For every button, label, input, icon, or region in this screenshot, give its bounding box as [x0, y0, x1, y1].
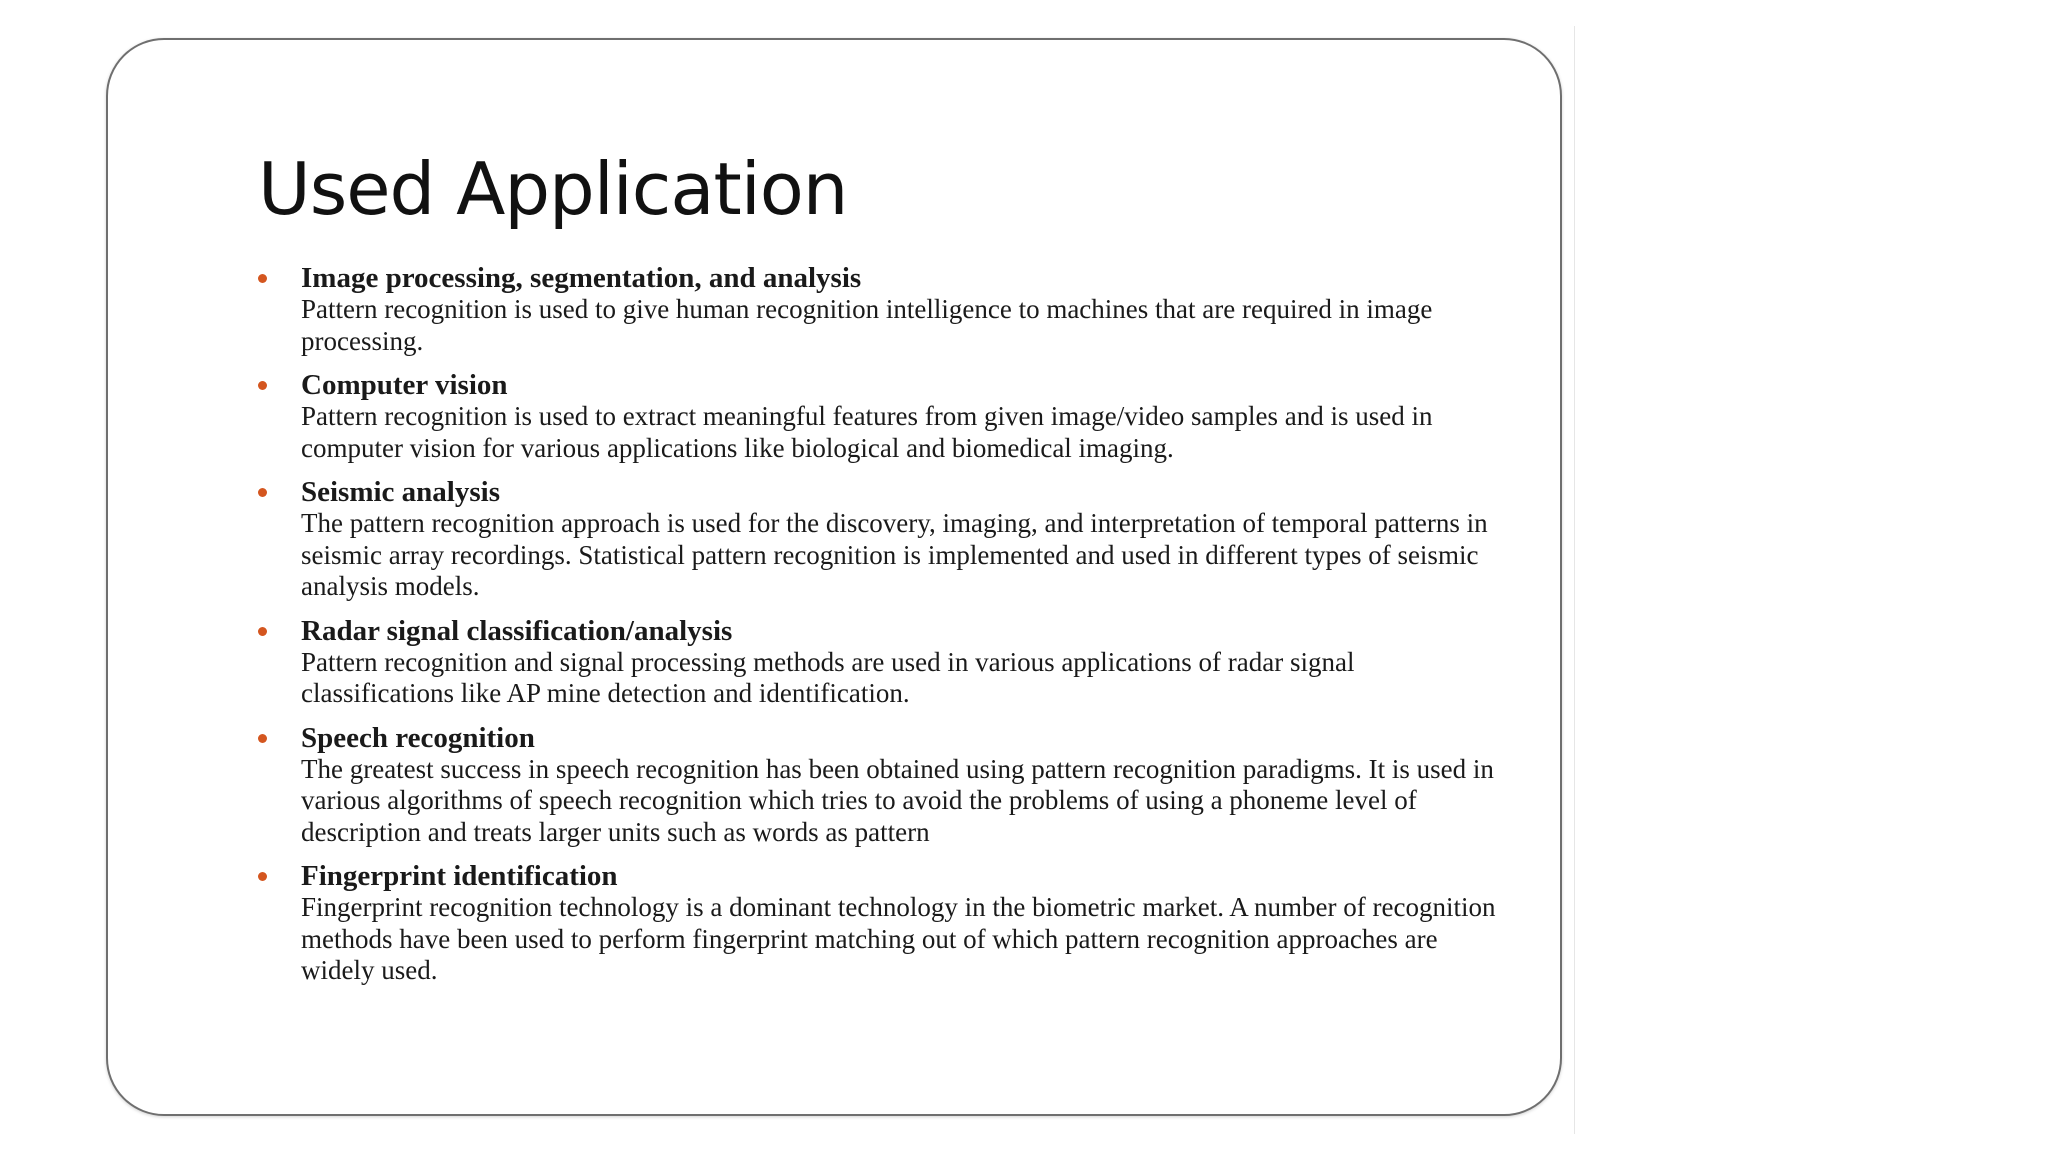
item-body: Pattern recognition is used to extract meaningful features from given image/video samples and is used in computer vision for various applications like biological and biomedical imaging. — [301, 401, 1433, 463]
item-heading: Fingerprint identification — [301, 860, 618, 892]
divider-line — [1574, 26, 1575, 1134]
bullet-icon — [258, 627, 267, 636]
slide-title: Used Application — [258, 147, 848, 231]
bullet-icon — [258, 734, 267, 743]
item-body: Pattern recognition and signal processing methods are used in various applications of radar signal classifications like AP mine detection and identification. — [301, 646, 1355, 708]
list-item-computer-vision — [258, 369, 1498, 464]
item-heading: Radar signal classification/analysis — [301, 614, 733, 647]
item-heading: Image processing, segmentation, and analysis — [301, 262, 862, 294]
bullet-icon — [258, 872, 267, 881]
item-heading: Computer vision — [301, 369, 508, 401]
list-item-seismic-analysis — [258, 476, 1498, 603]
list-item-image-processing — [258, 262, 1498, 357]
bullet-icon — [258, 488, 267, 497]
bullet-list — [258, 262, 1498, 999]
list-item-speech-recognition — [258, 722, 1498, 849]
list-item-radar-signal — [258, 615, 1498, 710]
item-body: The greatest success in speech recognition has been obtained using pattern recognition paradigms. It is used in various algorithms of speech recognition which tries to avoid the problems of using a phoneme level of description and treats larger units such as words as pattern — [301, 753, 1494, 847]
item-heading: Seismic analysis — [301, 476, 500, 508]
bullet-icon — [258, 381, 267, 390]
item-body: The pattern recognition approach is used for the discovery, imaging, and interpretation of temporal patterns in seismic array recordings. Statistical pattern recognition is implemented and used in different types of seismic analysis models. — [301, 508, 1488, 601]
bullet-icon — [258, 274, 267, 283]
item-body: Pattern recognition is used to give human recognition intelligence to machines that are required in image processing. — [301, 294, 1433, 356]
list-item-fingerprint-identification — [258, 860, 1498, 987]
item-heading: Speech recognition — [301, 721, 535, 754]
item-body: Fingerprint recognition technology is a dominant technology in the biometric market. A number of recognition methods have been used to perform fingerprint matching out of which pattern recognition approaches are widely used. — [301, 892, 1496, 985]
